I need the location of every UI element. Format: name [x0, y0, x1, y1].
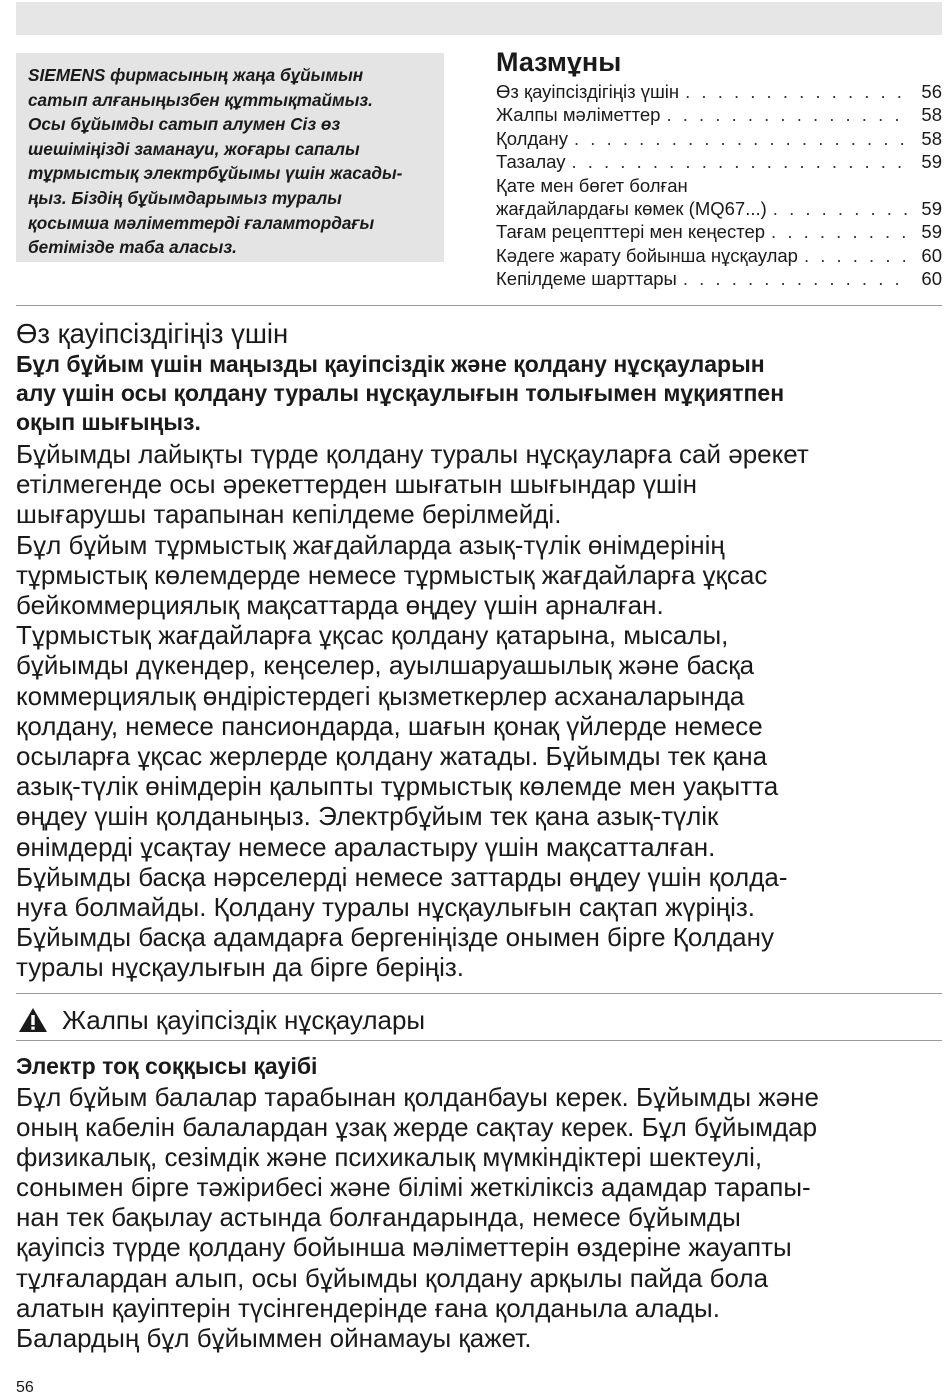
- body-line: Тұрмыстық жағдайларға ұқсас қолдану қатарына, мысалы,: [16, 620, 729, 651]
- body-line: азық-түлік өнімдерін қалыпты тұрмыстық көлемде мен уақытта: [16, 771, 779, 802]
- table-of-contents: [496, 46, 942, 291]
- toc-entry-label-line1[interactable]: Қате мен бөгет болған: [496, 174, 688, 196]
- toc-entry[interactable]: [496, 80, 942, 103]
- warning-triangle-icon: [18, 1007, 48, 1033]
- header-band: [16, 2, 942, 35]
- toc-entry-page: 58: [921, 127, 942, 149]
- divider: [16, 305, 942, 306]
- divider: [16, 1040, 942, 1041]
- intro-line: Осы бұйымды сатып алумен Сіз өз: [28, 114, 341, 135]
- page-number: 56: [16, 1379, 34, 1396]
- body-line: Бұйымды басқа адамдарға бергеніңізде онымен бірге Қолдану: [16, 922, 774, 953]
- toc-entry[interactable]: [496, 244, 942, 267]
- toc-entry[interactable]: [496, 150, 942, 173]
- body-line: осыларға ұқсас жерлерде қолдану жатады. Бұйымды тек қана: [16, 741, 768, 772]
- body-line: сонымен бірге тәжірибесі және білімі жеткіліксіз адамдар тарапы-: [16, 1172, 811, 1203]
- safety-section: [16, 318, 942, 983]
- toc-title: Мазмұны: [496, 47, 622, 77]
- toc-leader-dots: [574, 127, 910, 150]
- subtitle-line: Бұл бұйым үшін маңызды қауіпсіздік және қолдану нұсқауларын: [16, 351, 765, 377]
- toc-entry-page: 59: [921, 198, 942, 220]
- body-line: Бұл бұйым тұрмыстық жағдайларда азық-түлік өнімдерінің: [16, 529, 725, 560]
- section-title: Жалпы қауіпсіздік нұсқаулары: [62, 1005, 426, 1035]
- divider: [16, 993, 942, 994]
- intro-line: қосымша мәліметтерді ғаламтордағы: [28, 212, 375, 233]
- toc-entry-label: Қолдану: [496, 127, 569, 149]
- intro-line: сатып алғаныңызбен құттықтаймыз.: [28, 89, 373, 110]
- body-line: нуға болмайды. Қолдану туралы нұсқаулығын сақтап жүріңіз.: [16, 892, 756, 923]
- toc-entry-label: Тағам рецепттері мен кеңестер: [496, 221, 766, 243]
- subtitle-line: оқып шығыңыз.: [16, 409, 201, 435]
- general-safety-heading: [16, 1003, 942, 1037]
- intro-box: [16, 53, 444, 262]
- section-body: [16, 1082, 942, 1353]
- body-line: туралы нұсқаулығын да бірге беріңіз.: [16, 952, 465, 983]
- body-line: Бұйымды басқа нәрселерді немесе заттарды өңдеу үшін қолда-: [16, 861, 788, 892]
- body-line: қауіпсіз түрде қолдану бойынша мәліметтерін өздеріне жауапты: [16, 1232, 792, 1263]
- body-line: етілмегенде осы әрекеттерден шығатын шығындар үшін: [16, 469, 697, 500]
- body-line: алатын қауіптерін түсінгендерінде ғана қолданыла алады.: [16, 1292, 720, 1323]
- toc-entry-page: 60: [921, 244, 942, 266]
- body-line: бұйымды дүкендер, кеңселер, ауылшаруашылық және басқа: [16, 650, 755, 681]
- body-line: коммерциялық өндірістердегі қызметкерлер асханаларында: [16, 680, 745, 711]
- electric-shock-section: [16, 1052, 942, 1353]
- section-subtitle: [16, 350, 942, 437]
- section-title: Өз қауіпсіздігіңіз үшін: [16, 318, 289, 349]
- toc-leader-dots: [685, 80, 910, 103]
- section-body: [16, 439, 942, 983]
- subheading: Электр тоқ соққысы қауібі: [16, 1053, 318, 1079]
- toc-entry-page: 59: [921, 151, 942, 173]
- body-line: оның кабелін балалардан ұзақ жерде сақтау керек. Бұл бұйымдар: [16, 1112, 818, 1143]
- intro-line: тұрмыстық электрбұйымы үшін жасады-: [28, 163, 403, 184]
- toc-leader-dots: [771, 220, 910, 243]
- toc-entry-label: Тазалау: [496, 151, 566, 173]
- toc-entry[interactable]: [496, 103, 942, 126]
- toc-entry[interactable]: [496, 267, 942, 290]
- toc-entry[interactable]: [496, 127, 942, 150]
- toc-leader-dots: [683, 267, 910, 290]
- toc-leader-dots: [571, 150, 910, 173]
- toc-entry-label: Өз қауіпсіздігіңіз үшін: [496, 81, 680, 102]
- body-line: бейкоммерциялық мақсаттарда өңдеу үшін арналған.: [16, 590, 664, 621]
- intro-line: шешіміңізді заманауи, жоғары сапалы: [28, 138, 360, 159]
- intro-line: ңыз. Біздің бұйымдарымыз туралы: [28, 187, 342, 208]
- toc-entry-label: Кәдеге жарату бойынша нұсқаулар: [496, 244, 798, 266]
- toc-entry-label: жағдайлардағы көмек (MQ67...): [496, 198, 767, 220]
- toc-entry-label: Жалпы мәліметтер: [496, 104, 661, 126]
- body-line: өнімдерді ұсақтау немесе араластыру үшін мақсатталған.: [16, 831, 716, 862]
- intro-line: SIEMENS фирмасының жаңа бұйымын: [28, 65, 364, 85]
- body-line: тұлғалардан алып, осы бұйымды қолдану арқылы пайда бола: [16, 1262, 769, 1293]
- body-line: тұрмыстық көлемдерде немесе тұрмыстық жағдайларға ұқсас: [16, 559, 768, 590]
- toc-leader-dots: [804, 244, 910, 267]
- toc-leader-dots: [773, 197, 910, 220]
- body-line: Бұйымды лайықты түрде қолдану туралы нұсқауларға сай әрекет: [16, 439, 809, 469]
- body-line: өңдеу үшін қолданыңыз. Электрбұйым тек қана азық-түлік: [16, 801, 719, 832]
- toc-entry-label: Кепілдеме шарттары: [496, 268, 677, 290]
- body-line: физикалық, сезімдік және психикалық мүмкіндіктері шектеулі,: [16, 1142, 763, 1173]
- intro-line: бетімізде таба аласыз.: [28, 237, 237, 258]
- toc-entry-page: 56: [921, 81, 942, 102]
- body-line: қолдану, немесе пансиондарда, шағын қонақ үйлерде немесе: [16, 710, 763, 741]
- body-line: шығарушы тарапынан кепілдеме берілмейді.: [16, 499, 562, 530]
- toc-entry[interactable]: [496, 220, 942, 243]
- body-line: нан тек бақылау астында болғандарында, немесе бұйымды: [16, 1202, 741, 1233]
- toc-entry-page: 60: [921, 268, 942, 290]
- toc-entry[interactable]: [496, 197, 942, 220]
- body-line: Бұл бұйым балалар тарабынан қолданбауы керек. Бұйымды және: [16, 1082, 819, 1112]
- toc-leader-dots: [666, 103, 910, 126]
- subtitle-line: алу үшін осы қолдану туралы нұсқаулығын толығымен мұқиятпен: [16, 380, 785, 406]
- toc-entry-page: 59: [921, 221, 942, 243]
- body-line: Балардың бұл бұйыммен ойнамауы қажет.: [16, 1322, 532, 1353]
- toc-entry-page: 58: [921, 104, 942, 126]
